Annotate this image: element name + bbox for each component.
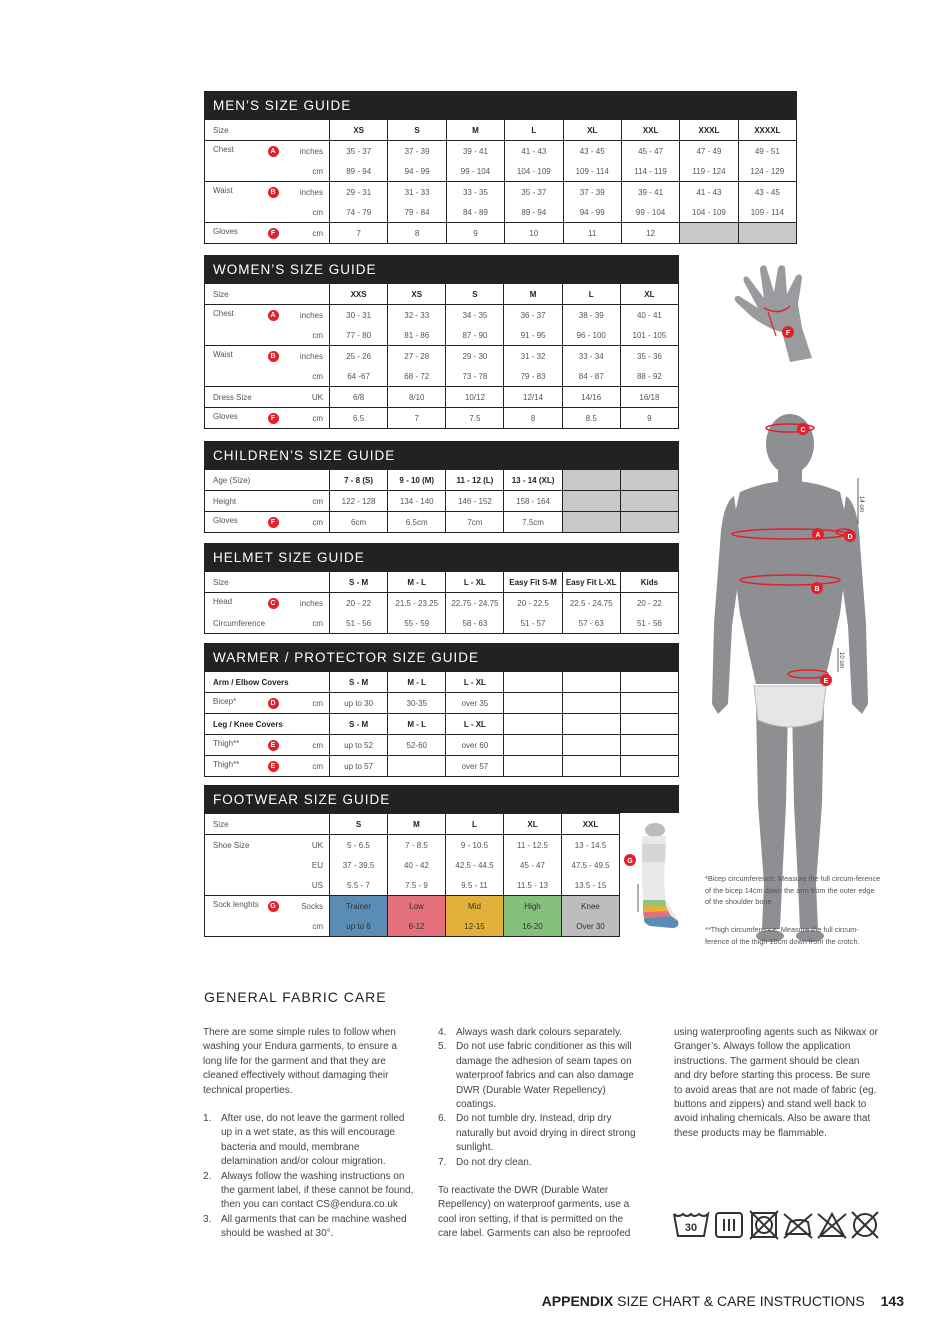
badge-b: B <box>268 187 279 198</box>
footwear-title: FOOTWEAR SIZE GUIDE <box>204 785 679 813</box>
mens-table: Size XS S M L XL XXL XXXL XXXXL Chest A inches 35 - 37 37 - 39 39 - 41 41 - 43 43 - 45 45 - 47 47 - 49 49 - 51 cm 89 - 94 94 - 99 99 - 104 104 - 109 109 - 114 114 - 119 119 - 124 124 - 129 Waist B inches 29 - 31 31 - 33 33 - 35 35 - 37 37 - 39 39 - 41 41 - 43 43 - 45 cm 74 - 79 79 - 84 84 - 89 89 - 94 94 - 99 99 - 104 104 - 109 109 - 114 Gloves F cm 7 8 9 10 11 12 <box>204 119 797 244</box>
care-item: 1. After use, do not leave the garment rolled up in a wet state, as this will encourage bacteria and mould, membrane delamination and/or colour migration. <box>203 1113 405 1168</box>
wash-temp-label: 30 <box>684 1222 698 1234</box>
fig-label-f: F <box>785 330 791 337</box>
care-item: 6. Do not tumble dry. Instead, drip dry naturally but avoid drying in direct strong sunlight. <box>438 1113 636 1154</box>
badge-a: A <box>268 146 279 157</box>
care-item: 2. Always follow the washing instructions on the garment label, if these cannot be found, then you can contact CS@endura.co.uk <box>203 1170 414 1211</box>
warmer-title: WARMER / PROTECTOR SIZE GUIDE <box>204 643 679 671</box>
care-item: 7. Do not dry clean. <box>438 1156 532 1168</box>
helmet-table: Size S - M M - L L - XL Easy Fit S-M Easy Fit L-XL Kids Head C inches 20 - 22 21.5 - 23.25 22.75 - 24.75 20 - 22.5 22.5 - 24.75 20 - 22 Circumference cm 51 - 56 55 - 59 58 - 63 51 - 57 57 - 63 51 - 56 <box>204 571 679 634</box>
care-title: GENERAL FABRIC CARE <box>204 989 387 1005</box>
size-label: Size <box>205 120 282 141</box>
womens-size-guide <box>204 255 679 429</box>
badge-f: F <box>268 228 279 239</box>
fig-label-e: E <box>823 678 829 685</box>
care-column-1 <box>203 1026 415 1242</box>
care-item: 5. Do not use fabric conditioner as this will damage the adhesion of seam tapes on waterproof fabrics and can also damage DWR (Durable Water Repellency) coatings. <box>438 1041 634 1111</box>
fig-label-a: A <box>815 532 821 539</box>
sock-illustration <box>620 822 680 932</box>
care-item: 3. All garments that can be machine washed should be washed at 30°. <box>203 1213 407 1240</box>
glove-hand-illustration <box>730 262 826 366</box>
warmer-size-guide <box>204 643 679 777</box>
childrens-size-guide <box>204 441 679 533</box>
measure-14cm: 14 cm <box>858 496 864 513</box>
helmet-size-guide <box>204 543 679 634</box>
bicep-note: *Bicep circumference: Measure the full circum-ference of the bicep 14cm down the arm from the outer edge of the shoulder bone. <box>705 874 881 906</box>
mens-size-guide <box>204 91 797 244</box>
footwear-size-guide <box>204 785 679 937</box>
childrens-table: Age (Size) 7 - 8 (S) 9 - 10 (M) 11 - 12 (L) 13 - 14 (XL) Height cm 122 - 128 134 - 140 146 - 152 158 - 164 Gloves F cm 6cm 6.5cm 7cm 7.5cm <box>204 469 679 533</box>
care-dwr: To reactivate the DWR (Durable Water Repellency) on waterproof garments, use a cool iron setting, if that is permitted on the care label. Garments can also be reproofed <box>438 1185 631 1240</box>
measure-10cm: 10 cm <box>838 652 844 669</box>
fig-label-b: B <box>814 586 820 593</box>
care-column-3 <box>674 1026 878 1155</box>
footer-subtitle: SIZE CHART & CARE INSTRUCTIONS <box>617 1293 865 1309</box>
fig-label-g: G <box>627 858 633 865</box>
care-col3: using waterproofing agents such as Nikwax or Granger’s. Always follow the application instructions. The garment should be clean and dry before starting this process. Be sure to avoid areas that are not made of fabric (eg. buttons and zippers) and stand well back to avoid inhaling chemicals. Also be aware that these products may be flammable. <box>674 1027 878 1139</box>
mens-title: MEN’S SIZE GUIDE <box>204 91 797 119</box>
fig-label-d: D <box>847 534 853 541</box>
care-item: 4. Always wash dark colours separately. <box>438 1027 622 1038</box>
childrens-title: CHILDREN’S SIZE GUIDE <box>204 441 679 469</box>
care-symbols <box>672 1210 882 1242</box>
care-column-2 <box>438 1026 638 1256</box>
fig-label-c: C <box>800 427 806 434</box>
page-footer <box>542 1293 904 1309</box>
helmet-title: HELMET SIZE GUIDE <box>204 543 679 571</box>
womens-table: Size XXS XS S M L XL Chest A inches 30 - 31 32 - 33 34 - 35 36 - 37 38 - 39 40 - 41 cm 77 - 80 81 - 86 87 - 90 91 - 95 96 - 100 101 - 105 Waist B inches 25 - 26 27 - 28 29 - 30 31 - 32 33 - 34 35 - 36 cm 64 -67 68 - 72 73 - 78 79 - 83 84 - 87 88 - 92 Dress Size UK 6/8 8/10 10/12 12/14 14/16 16/18 Gloves F cm 6.5 7 7.5 8 8.5 9 <box>204 283 679 429</box>
body-figure <box>700 404 880 952</box>
footwear-table: Size S M L XL XXL Shoe Size UK 5 - 6.5 7 - 8.5 9 - 10.5 11 - 12.5 13 - 14.5 EU 37 - 39.5 40 - 42 42.5 - 44.5 45 - 47 47.5 - 49.5 US 5.5 - 7 7.5 - 9 9.5 - 11 11.5 - 13 13.5 - 15 Sock lenghts G Socks Trainer Low Mid High Knee cm up to 6 6-12 12-15 16-20 Over 30 <box>204 813 620 937</box>
care-intro: There are some simple rules to follow when washing your Endura garments, to ensure a long life for the garment and that they are cleaned effectively without damaging their technical properties. <box>203 1027 397 1096</box>
page-number: 143 <box>880 1293 904 1309</box>
warmer-table: Arm / Elbow Covers S - M M - L L - XL Bicep* D cm up to 30 30-35 over 35 Leg / Knee Covers S - M M - L L - XL Thigh** E cm up to 52 52-60 over 60 Thigh** E cm up to 57 over 57 <box>204 671 679 777</box>
womens-title: WOMEN’S SIZE GUIDE <box>204 255 679 283</box>
footer-appendix: APPENDIX <box>541 1293 614 1309</box>
thigh-note: **Thigh circumference: Measure the full circum-ference of the thigh 10cm down from the crotch. <box>705 925 860 946</box>
